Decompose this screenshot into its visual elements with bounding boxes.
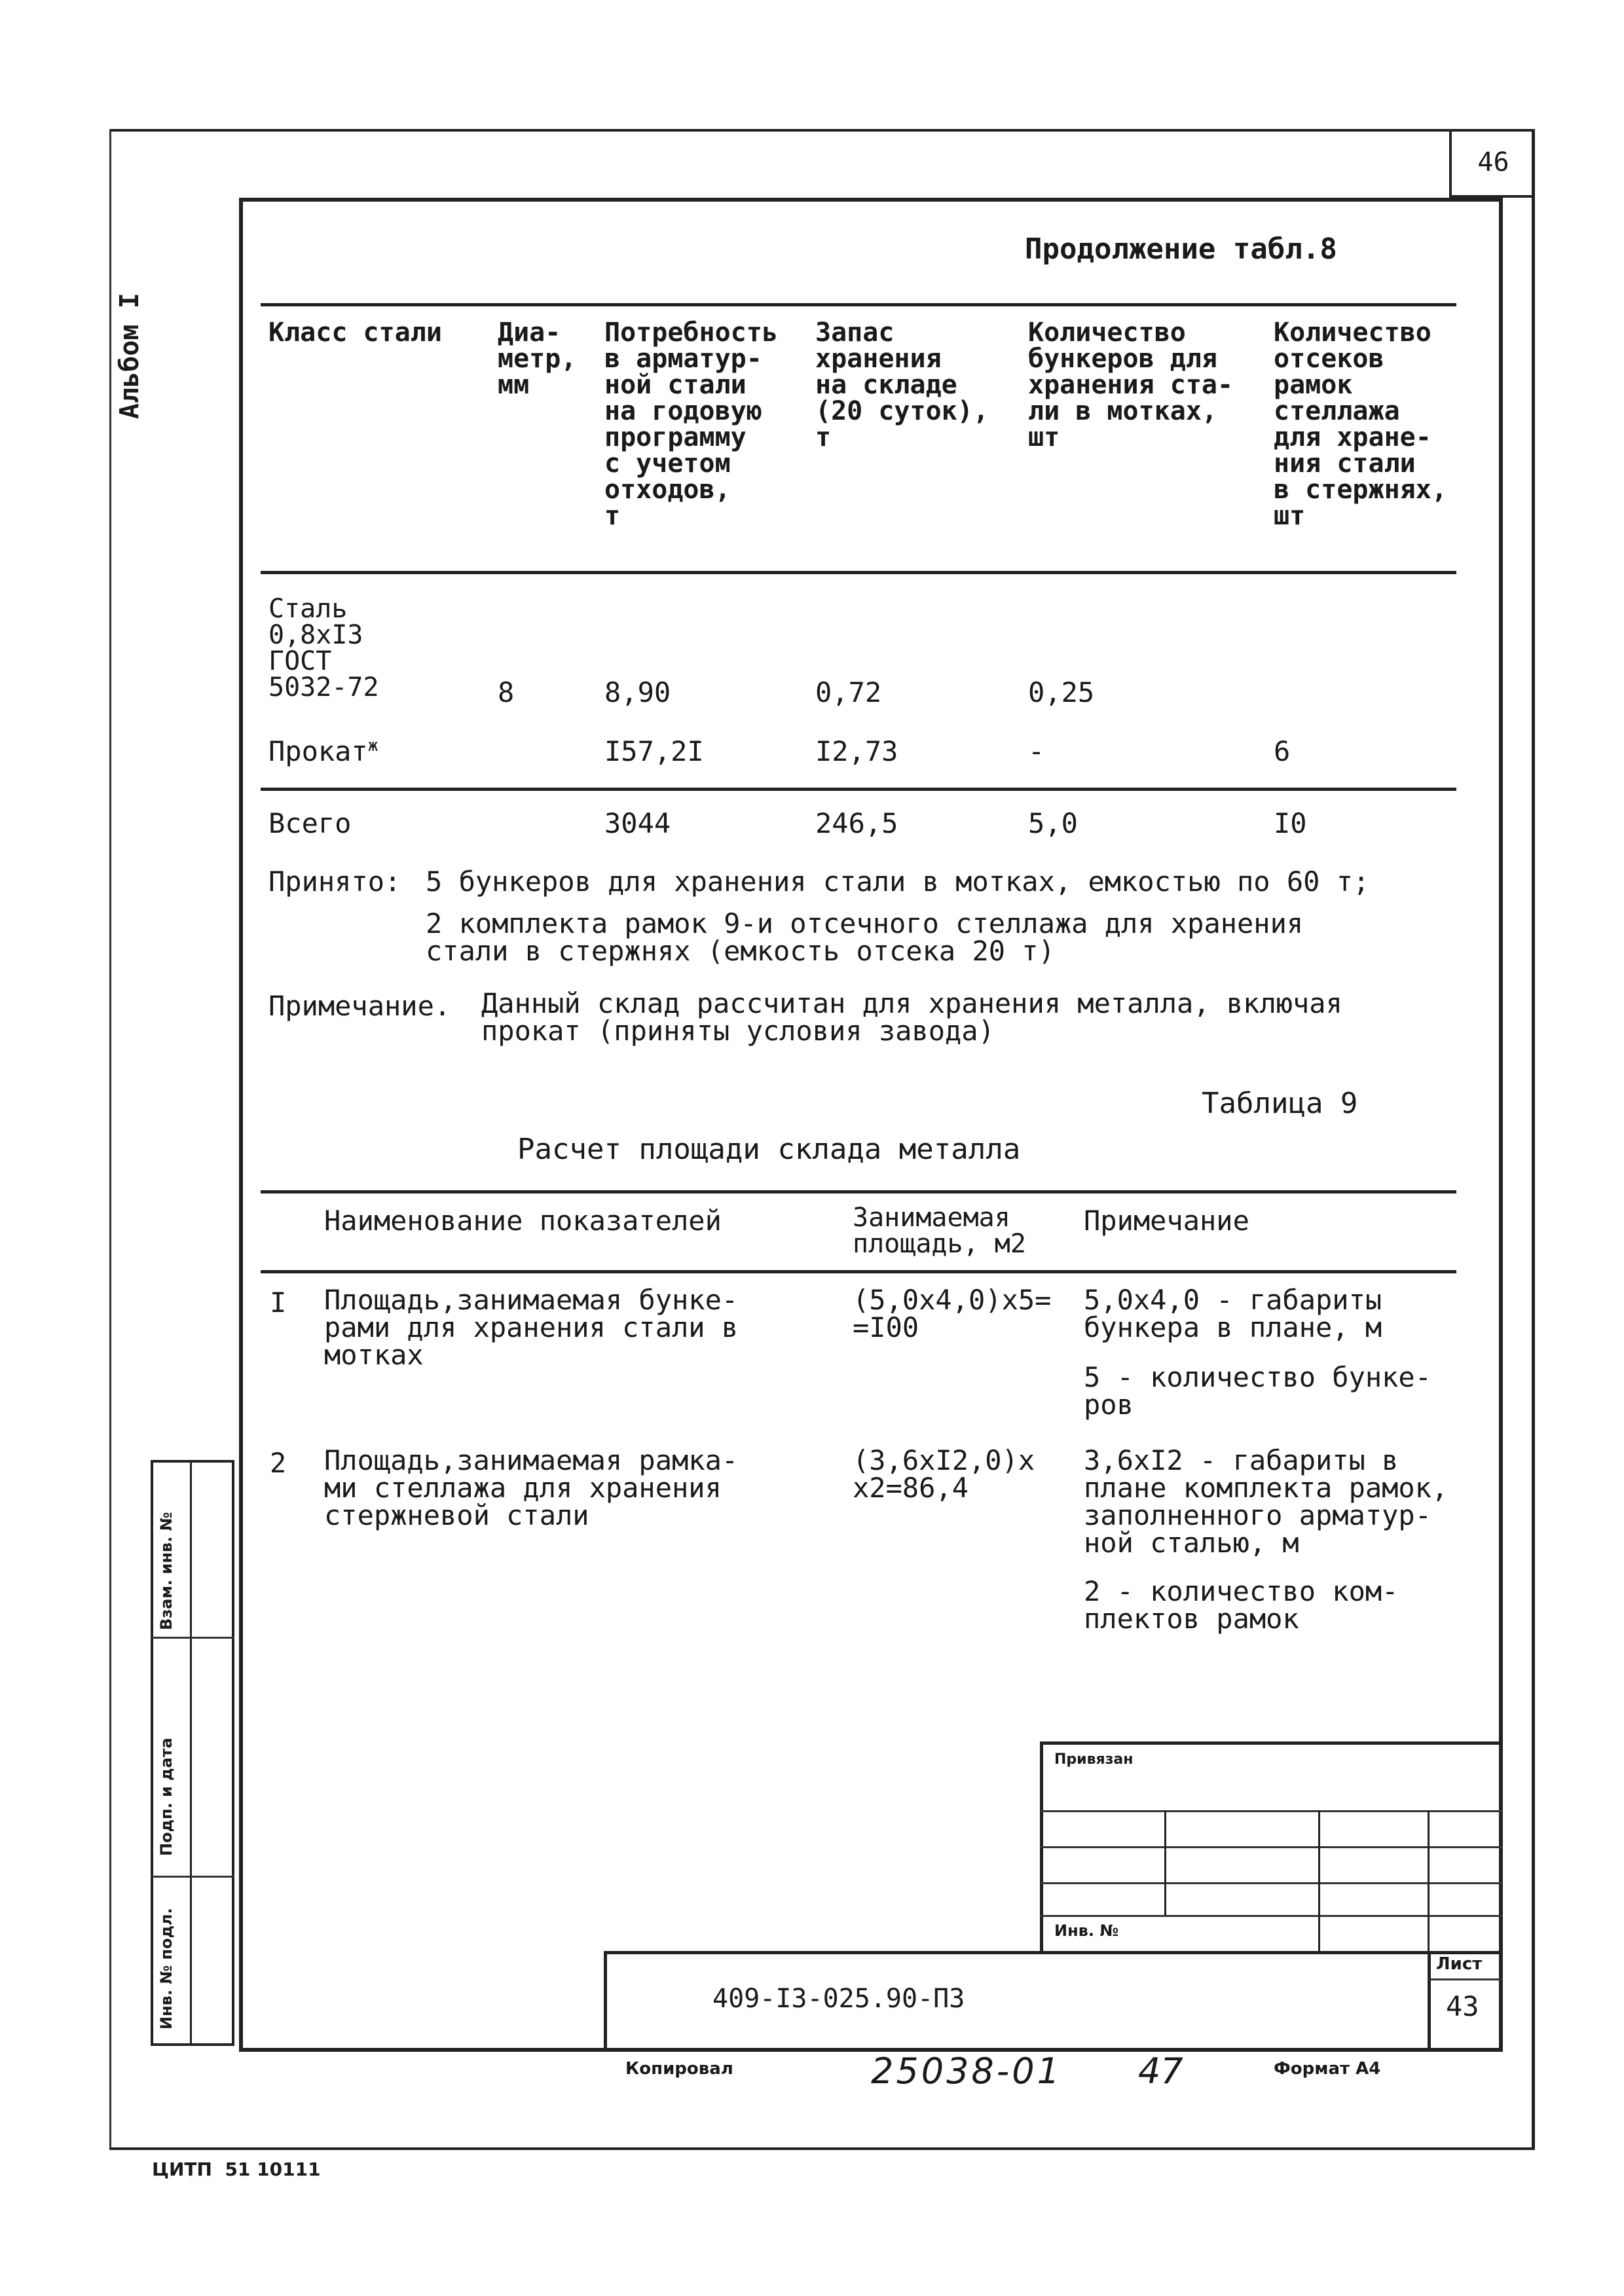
table9-top-rule [261,1190,1456,1194]
table9-row2-note1: 3,6хI2 - габариты в плане комплекта рамок, заполненного арматур- ной сталью, м [1084,1444,1449,1559]
table9-row2-note2: 2 - количество ком- плектов рамок [1084,1575,1399,1635]
side-stamp-inv-original: Инв. № подл. [157,1908,175,2030]
table9-header-name: Наименование показателей [324,1205,722,1237]
table8-header-steel: Класс стали [268,318,442,348]
accepted-line2: 2 комплекта рамок 9-и отсечного стеллажа для хранения стали в стержнях (емкость отсека 20 т) [426,907,1304,967]
table8-total-sections: I0 [1274,807,1307,839]
table9-header-rule [261,1270,1456,1273]
table9-label: Таблица 9 [1202,1087,1358,1120]
table9-title: Расчет площади склада металла [517,1133,1021,1166]
stamp-rule-4 [1040,1915,1503,1917]
side-stamp-sign-date: Подп. и дата [157,1738,175,1856]
bottom-copied-label: Копировал [625,2059,733,2079]
table8-row1-reserve: 0,72 [815,676,882,708]
table9-row1-area: (5,0х4,0)х5= =I00 [853,1284,1052,1343]
table8-row2-steel-text: Прокат [268,735,368,767]
side-stamp-rule-2 [151,1876,234,1878]
table8-row2-bunkers: - [1028,735,1045,767]
bottom-handwritten-code: 25038-01 [871,2050,1062,2092]
table8-row2-reserve: I2,73 [815,735,898,767]
continuation-label: Продолжение табл.8 [1025,232,1337,266]
table8-row1-diameter: 8 [498,676,515,708]
table9-row2-name: Площадь,занимаемая рамка- ми стеллажа для хранения стержневой стали [324,1444,739,1531]
stamp-col-1 [1164,1810,1166,1915]
accepted-line1: 5 бункеров для хранения стали в мотках, емкостью по 60 т; [426,866,1370,898]
sheet-number: 43 [1446,1990,1479,2022]
stamp-rule-1 [1040,1810,1503,1812]
table8-total-bunkers: 5,0 [1028,807,1078,839]
side-stamp-divider [190,1460,192,2046]
table9-row1-num: I [270,1286,287,1319]
side-stamp-rule-1 [151,1637,234,1639]
table8-header-sections: Количество отсеков рамок стеллажа для хране- ния стали в стержнях, шт [1274,318,1447,531]
bottom-format-label: Формат А4 [1274,2059,1381,2079]
accepted-label: Принято: [268,866,401,898]
table8-row1-need: 8,90 [604,676,671,708]
table9-row2-area: (3,6хI2,0)х х2=86,4 [853,1444,1035,1504]
table8-header-bunkers: Количество бункеров для хранения ста- ли в мотках, шт [1028,318,1234,452]
table8-row2-footnote-mark: ж [367,736,378,756]
table8-header-need: Потребность в арматур- ной стали на годовую программу с учетом отходов, т [604,318,778,531]
table9-header-notes: Примечание [1084,1205,1249,1237]
stamp-privyazan: Привязан [1054,1751,1134,1768]
table8-row1-bunkers: 0,25 [1028,676,1095,708]
table8-row2-sections: 6 [1274,735,1291,767]
sheet-label-rule [1428,1978,1503,1980]
table9-row1-note1: 5,0х4,0 - габариты бункера в плане, м [1084,1284,1382,1343]
table9-header-area: Занимаемая площадь, м2 [853,1203,1026,1259]
doc-code-divider [1428,1951,1431,2052]
note-label: Примечание. [268,990,451,1022]
table8-header-diameter: Диа- метр, мм [498,318,577,400]
album-label: Альбом I [115,293,145,419]
stamp-rule-3 [1040,1882,1503,1884]
table8-row2-steel [268,735,378,767]
table8-total-label: Всего [268,807,352,839]
table9-row2-num: 2 [270,1447,287,1479]
table9-row1-name: Площадь,занимаемая бунке- рами для хранения стали в мотках [324,1284,739,1371]
doc-code: 409-I3-025.90-ПЗ [712,1984,965,2014]
side-stamp-replace-inv: Взам. инв. № [157,1512,175,1630]
table8-row2-need: I57,2I [604,735,704,767]
footer-org: ЦИТП 51 10111 [152,2159,321,2180]
stamp-rule-2 [1040,1846,1503,1848]
table8-top-rule [261,303,1456,306]
table8-total-rule [261,788,1456,791]
page-number-top: 46 [1449,129,1535,198]
stamp-col-3 [1428,1810,1430,1951]
table8-total-need: 3044 [604,807,671,839]
note-text: Данный склад рассчитан для хранения металла, включая прокат (приняты условия завода) [481,987,1342,1047]
bottom-handwritten-num: 47 [1138,2050,1183,2092]
stamp-inv-no: Инв. № [1054,1922,1119,1940]
table8-total-reserve: 246,5 [815,807,898,839]
table8-header-reserve: Запас хранения на складе (20 суток), т [815,318,989,452]
table8-header-rule [261,571,1456,574]
table8-row1-steel: Сталь 0,8хI3 ГОСТ 5032-72 [268,594,379,702]
stamp-list-label: Лист [1436,1954,1483,1974]
table9-row1-note2: 5 - количество бунке- ров [1084,1361,1432,1421]
stamp-col-2 [1318,1810,1320,1951]
